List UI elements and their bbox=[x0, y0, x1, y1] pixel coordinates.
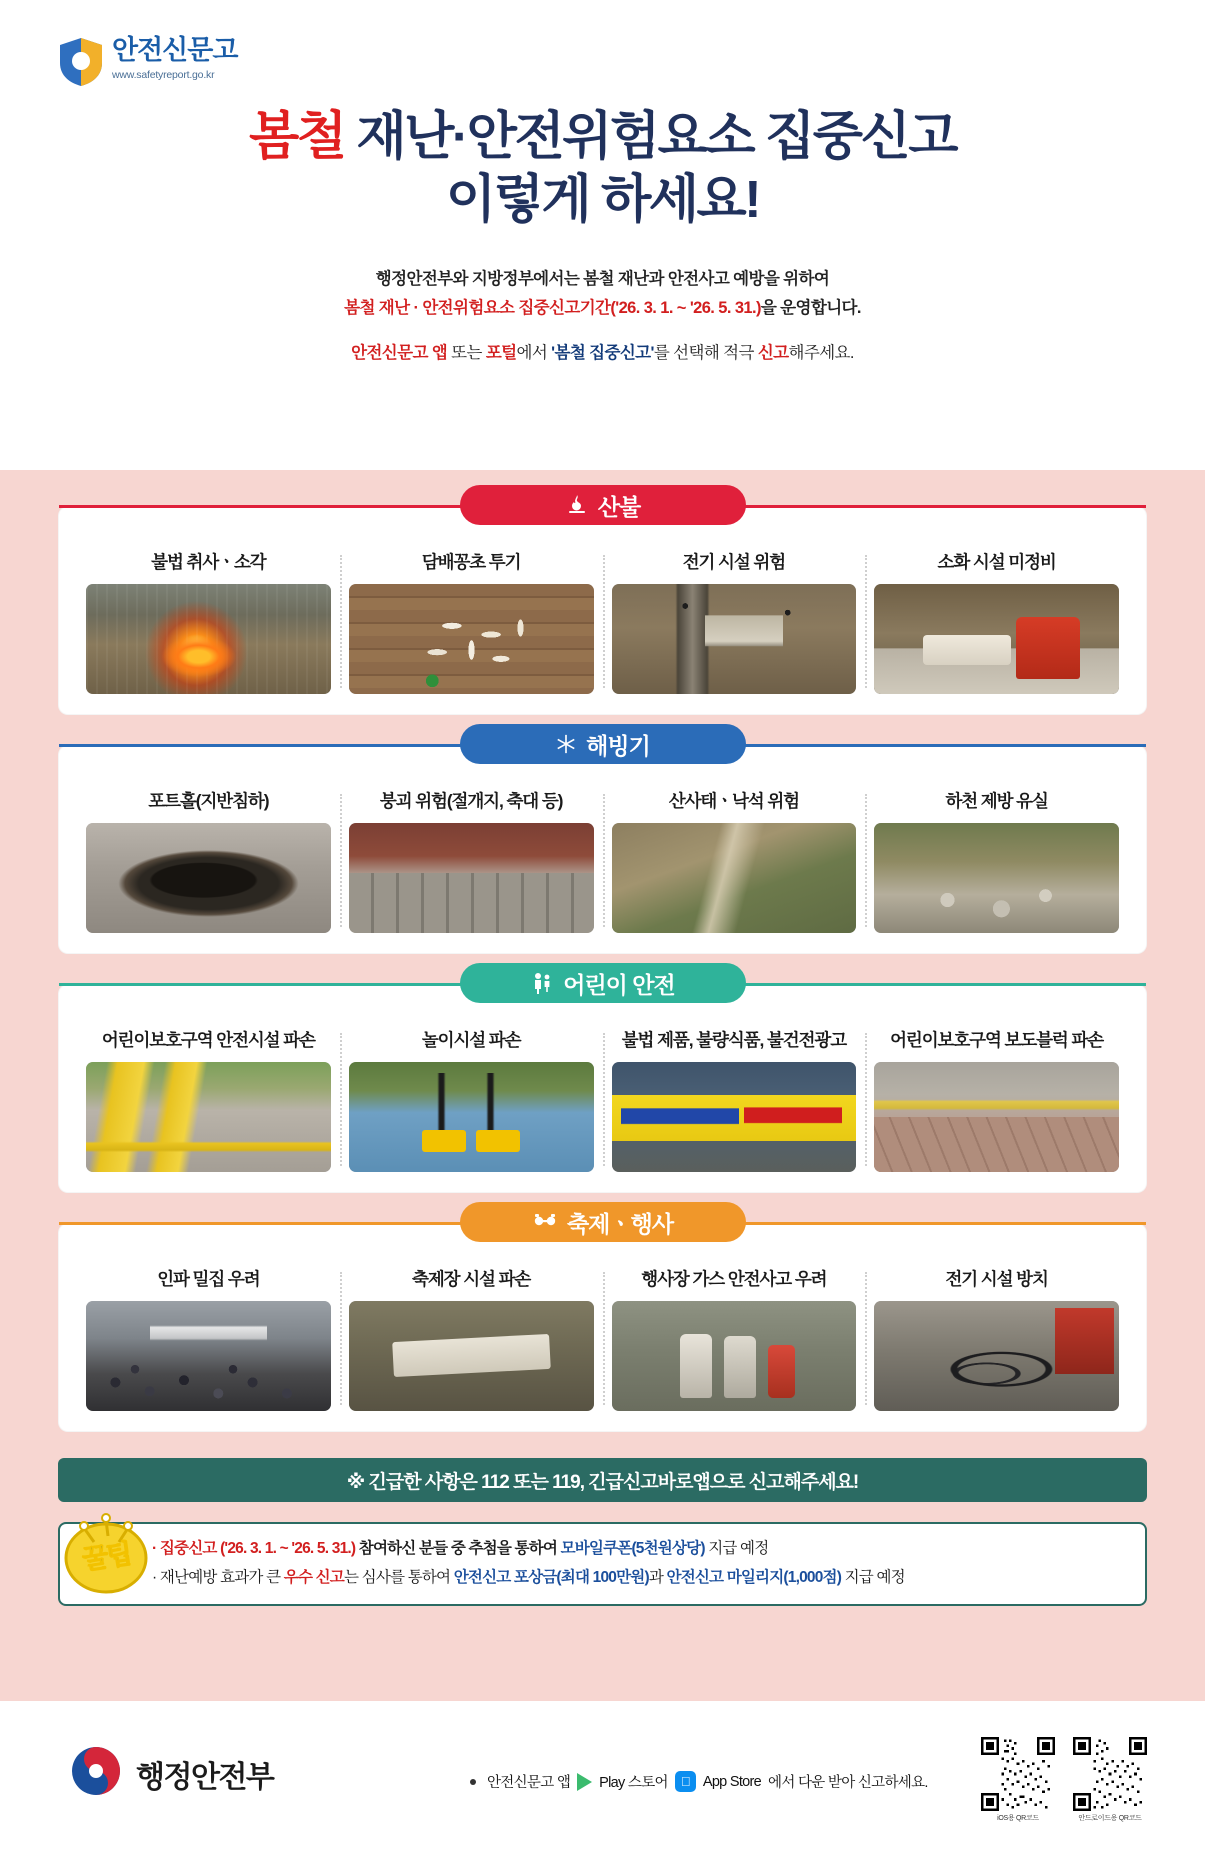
tip-l1-c: 모바일쿠폰(5천원상당) bbox=[560, 1540, 705, 1558]
campfire-icon bbox=[565, 493, 589, 517]
tip-line-2 bbox=[152, 1568, 1129, 1589]
section-thaw bbox=[58, 732, 1147, 954]
list-item bbox=[603, 549, 866, 694]
festival-icon bbox=[532, 1211, 558, 1233]
section-child-safety bbox=[58, 971, 1147, 1193]
crowd-photo bbox=[86, 1301, 331, 1411]
loose-cables-photo bbox=[874, 1301, 1119, 1411]
qr-codes bbox=[981, 1737, 1147, 1823]
gas-cylinders-photo bbox=[612, 1301, 857, 1411]
intro-report: 신고 bbox=[757, 343, 789, 362]
section-badge-wildfire bbox=[460, 485, 746, 525]
pothole-photo bbox=[86, 823, 331, 933]
ios-qr-code[interactable] bbox=[981, 1737, 1055, 1811]
broken-sidewalk-photo bbox=[874, 1062, 1119, 1172]
section-badge-festival bbox=[460, 1202, 746, 1242]
item-label: 하천 제방 유실 bbox=[945, 791, 1048, 811]
play-store-label[interactable]: Play 스토어 bbox=[599, 1775, 668, 1791]
fire-extinguisher-photo bbox=[874, 584, 1119, 694]
poster-footer bbox=[0, 1701, 1205, 1871]
cigarette-butts-photo bbox=[349, 584, 594, 694]
list-item bbox=[340, 1027, 603, 1172]
item-label: 불법 취사ㆍ소각 bbox=[151, 552, 266, 572]
family-icon bbox=[530, 972, 554, 994]
intro-period: 봄철 재난 · 안전위험요소 집중신고기간('26. 3. 1. ~ '26. 5. 31.) bbox=[344, 298, 761, 317]
river-bank-photo bbox=[874, 823, 1119, 933]
honey-tip-badge bbox=[54, 1502, 158, 1606]
section-badge-label: 산불 bbox=[597, 493, 641, 520]
title-highlight: 봄철 bbox=[249, 108, 345, 166]
tip-line-1 bbox=[152, 1539, 1129, 1560]
item-label: 축제장 시설 파손 bbox=[412, 1269, 531, 1289]
electric-box-photo bbox=[612, 584, 857, 694]
store-prefix: 안전신문고 앱 bbox=[487, 1775, 571, 1791]
list-item bbox=[340, 549, 603, 694]
tip-l2-d: 안전신고 포상금(최대 100만원) bbox=[453, 1569, 649, 1586]
taegeuk-icon bbox=[70, 1745, 122, 1802]
ministry-logo bbox=[70, 1745, 273, 1802]
app-store-label[interactable]: App Store bbox=[702, 1773, 762, 1790]
item-label: 불법 제품, 불량식품, 불건전광고 bbox=[621, 1030, 847, 1050]
intro-text bbox=[0, 265, 1205, 368]
intro-at: 에서 bbox=[516, 343, 552, 362]
list-item bbox=[865, 788, 1128, 933]
intro-or: 또는 bbox=[447, 343, 486, 362]
list-item bbox=[77, 1266, 340, 1411]
tip-l1-b: 참여하신 분들 중 추첨을 통하여 bbox=[358, 1540, 561, 1558]
list-item bbox=[340, 1266, 603, 1411]
intro-app: 안전신문고 앱 bbox=[351, 343, 448, 362]
list-item bbox=[603, 1266, 866, 1411]
section-badge-thaw bbox=[460, 724, 746, 764]
tip-l1-d: 지급 예정 bbox=[704, 1540, 769, 1558]
list-item bbox=[77, 549, 340, 694]
list-item bbox=[603, 788, 866, 933]
safetyreport-logo bbox=[58, 36, 237, 88]
emergency-notice: ※ 긴급한 사항은 112 또는 119, 긴급신고바로앱으로 신고해주세요! bbox=[58, 1458, 1147, 1502]
tip-box bbox=[58, 1522, 1147, 1606]
tip-l2-a: · 재난예방 효과가 큰 bbox=[152, 1569, 284, 1586]
tip-l2-c: 는 심사를 통하여 bbox=[343, 1569, 454, 1586]
section-festival bbox=[58, 1210, 1147, 1432]
retaining-wall-photo bbox=[349, 823, 594, 933]
tip-l2-g: 지급 예정 bbox=[841, 1569, 905, 1586]
play-store-icon[interactable] bbox=[577, 1773, 592, 1791]
illegal-banner-photo bbox=[612, 1062, 857, 1172]
section-badge-label: 해빙기 bbox=[586, 732, 650, 759]
broken-facility-photo bbox=[349, 1301, 594, 1411]
tip-l2-f: 안전신고 마일리지(1,000점) bbox=[666, 1569, 842, 1586]
burning-field-photo bbox=[86, 584, 331, 694]
list-item bbox=[340, 788, 603, 933]
item-label: 인파 밀집 우려 bbox=[157, 1269, 260, 1289]
item-label: 붕괴 위험(절개지, 축대 등) bbox=[379, 791, 563, 811]
item-label: 담배꽁초 투기 bbox=[421, 552, 521, 572]
item-label: 어린이보호구역 안전시설 파손 bbox=[101, 1030, 315, 1050]
list-item bbox=[77, 1027, 340, 1172]
intro-portal: 포털 bbox=[485, 343, 517, 362]
intro-line2-suffix: 을 운영합니다. bbox=[760, 298, 861, 317]
landslide-photo bbox=[612, 823, 857, 933]
list-item bbox=[77, 788, 340, 933]
section-badge-label: 축제ㆍ행사 bbox=[566, 1210, 674, 1237]
list-item bbox=[865, 1027, 1128, 1172]
android-qr-code[interactable] bbox=[1073, 1737, 1147, 1811]
section-badge-child bbox=[460, 963, 746, 1003]
ministry-name: 행정안전부 bbox=[136, 1760, 274, 1794]
item-label: 행사장 가스 안전사고 우려 bbox=[641, 1269, 827, 1289]
android-qr-caption: 안드로이드용 QR코드 bbox=[1078, 1815, 1142, 1822]
item-label: 전기 시설 위험 bbox=[682, 552, 786, 572]
item-label: 어린이보호구역 보도블럭 파손 bbox=[890, 1030, 1104, 1050]
tip-l2-b: 우수 신고 bbox=[283, 1569, 344, 1586]
tip-badge-label: 꿀팁 bbox=[80, 1538, 133, 1575]
shield-icon bbox=[58, 36, 104, 88]
title-line2: 이렇게 하세요! bbox=[445, 170, 760, 229]
store-download-row bbox=[470, 1771, 928, 1792]
intro-tail: 해주세요. bbox=[788, 343, 854, 362]
tip-l1-a: · 집중신고 ('26. 3. 1. ~ '26. 5. 31.) bbox=[152, 1540, 359, 1558]
item-label: 산사태ㆍ낙석 위험 bbox=[668, 791, 799, 811]
logo-url: www.safetyreport.go.kr bbox=[112, 68, 215, 81]
section-badge-label: 어린이 안전 bbox=[563, 971, 675, 998]
poster-header bbox=[0, 0, 1205, 470]
intro-select: 를 선택해 적극 bbox=[653, 343, 758, 362]
store-suffix: 에서 다운 받아 신고하세요. bbox=[768, 1775, 928, 1791]
intro-line1: 행정안전부와 지방정부에서는 봄철 재난과 안전사고 예방을 위하여 bbox=[375, 269, 830, 288]
title-rest: 재난·안전위험요소 집중신고 bbox=[344, 108, 956, 166]
broken-guardrail-photo bbox=[86, 1062, 331, 1172]
poster-body bbox=[0, 470, 1205, 1701]
list-item bbox=[865, 1266, 1128, 1411]
app-store-icon[interactable] bbox=[675, 1771, 696, 1792]
bullet-icon bbox=[470, 1779, 476, 1785]
item-label: 전기 시설 방치 bbox=[945, 1269, 1048, 1289]
intro-campaign: '봄철 집중신고' bbox=[551, 343, 654, 362]
snowflake-icon bbox=[555, 733, 577, 755]
list-item bbox=[865, 549, 1128, 694]
tip-l2-e: 과 bbox=[648, 1569, 667, 1586]
item-label: 소화 시설 미정비 bbox=[937, 552, 1056, 572]
item-label: 포트홀(지반침하) bbox=[148, 791, 269, 811]
ios-qr-caption: iOS용 QR코드 bbox=[997, 1815, 1039, 1822]
section-wildfire bbox=[58, 493, 1147, 715]
item-label: 놀이시설 파손 bbox=[421, 1030, 521, 1050]
list-item bbox=[603, 1027, 866, 1172]
logo-title: 안전신문고 bbox=[112, 35, 238, 65]
broken-swing-photo bbox=[349, 1062, 594, 1172]
